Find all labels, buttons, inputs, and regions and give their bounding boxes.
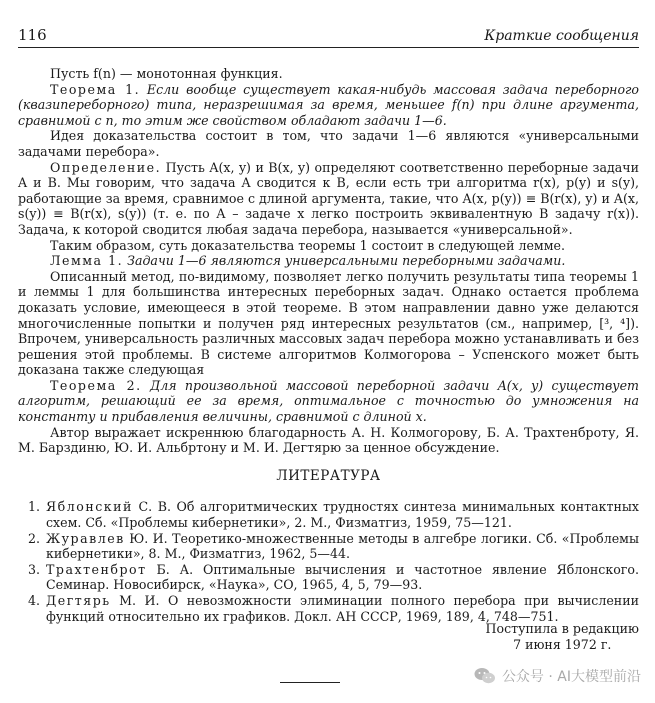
reference-text: Ю. И. Теоретико-множественные методы в алгебре логики. Сб. «Проблемы кибернетики», 8. М., Физматгиз, 1962, 5—44. [46,530,639,562]
reference-author: Трахтенброт [46,561,147,577]
lemma-1 [18,253,639,269]
wechat-icon [474,667,496,685]
article-body [18,66,639,624]
theorem-1-text: Если вообще существует какая-нибудь массовая задача переборного (квазипереборного) типа, неразрешимая за время, меньшее f(n) при длине аргумента, сравнимой с n, то этим же свойством обладают задачи 1—6. [18,81,639,128]
theorem-2-text: Для произвольной массовой переборной задачи A(x, y) существует алгоритм, решающий ее за время, оптимальное с точностью до умножения на константу и прибавления величины, сравнимой с длиной x. [18,377,639,425]
page-number: 116 [18,26,47,44]
page-header [18,26,639,46]
received-date [486,621,640,652]
acknowledgement: Автор выражает искреннюю благодарность А. Н. Колмогорову, Б. А. Трахтенброту, Я. М. Барздиню, Ю. И. Альбртону и М. И. Дегтярю за ценное обсуждение. [18,424,639,456]
reference-author: Журавлев [46,530,125,546]
received-label: Поступила в редакцию [485,621,639,636]
reference-text: Б. А. Оптимальные вычисления и частотное явление Яблонского. Семинар. Новосибирск, «Наука», СО, 1965, 4, 5, 79—93. [46,561,639,593]
paragraph-function: Пусть f(n) — монотонная функция. [50,66,283,81]
reference-text: С. В. Об алгоритмических трудностях синтеза минимальных контактных схем. Сб. «Проблемы кибернетики», 2. М., Физматгиз, 1959, 75—121. [46,499,639,531]
definition-text: Пусть A(x, y) и B(x, y) определяют соответственно переборные задачи A и B. Мы говорим, что задача A сводится к B, если есть три алгоритма r(x), p(y) и s(y), работающие за время, сравнимое с длиной аргумента, такие, что A(x, p(y)) ≡ B(r(x), y) и A(x, s(y)) ≡ B(r(x), s(y)) (т. е. по A – задаче x легко построить эквивалентную B задачу r(x)). Задача, к которой сводится любая задача перебора, называется «универсальной». [18,159,639,237]
theorem-1 [18,82,639,129]
reference-author: Яблонский [46,499,133,515]
theorem-2-label: Теорема 2. [50,377,142,393]
reference-item: 4. Дегтярь М. И. О невозможности элиминации полного перебора при вычислении функций относительно их графиков. Докл. АН СССР, 1969, 189, 4, 748—751. [27,593,639,624]
lemma-1-label: Лемма 1. [50,253,124,269]
literature-title: ЛИТЕРАТУРА [276,467,381,484]
definition-label: Определение. [50,159,162,175]
theorem-1-label: Теорема 1. [50,81,141,97]
reference-author: Дегтярь [46,593,111,608]
reference-item: 1. Яблонский С. В. Об алгоритмических трудностях синтеза минимальных контактных схем. Сб. «Проблемы кибернетики», 2. М., Физматгиз, 1959, 75—121. [27,499,639,531]
received-date-value: 7 июня 1972 г. [513,636,612,652]
running-title: Краткие сообщения [484,28,639,44]
reference-text: М. И. О невозможности элиминации полного перебора при вычислении функций относительно их графиков. Докл. АН СССР, 1969, 189, 4, 748—751. [46,593,639,624]
paragraph-method: Описанный метод, по-видимому, позволяет легко получить результаты типа теоремы 1 и леммы 1 для большинства интересных переборных задач. Однако остается проблема доказать условие, имеющееся в этой теореме. В этом направлении давно уже делаются многочисленные попытки и получен ряд интересных результатов (см., например, [³, ⁴]). Впрочем, универсальность различных массовых задач перебора можно устанавливать и без решения этой проблемы. В системе алгоритмов Колмогорова – Успенского может быть доказана также следующая [18,268,639,378]
paragraph-lemma-intro: Таким образом, суть доказательства теоремы 1 состоит в следующей лемме. [50,237,565,253]
header-rule [18,47,639,48]
end-rule [280,682,340,683]
reference-list [18,499,639,624]
watermark-text: 公众号 · AI大模型前沿 [501,669,641,685]
definition [18,160,639,238]
reference-item: 2. Журавлев Ю. И. Теоретико-множественные методы в алгебре логики. Сб. «Проблемы кибернетики», 8. М., Физматгиз, 1962, 5—44. [27,530,639,562]
reference-item: 3. Трахтенброт Б. А. Оптимальные вычисления и частотное явление Яблонского. Семинар. Новосибирск, «Наука», СО, 1965, 4, 5, 79—93. [27,561,639,593]
lemma-1-text: Задачи 1—6 являются универсальными переборными задачами. [123,253,566,269]
theorem-2 [18,378,639,425]
watermark [474,666,641,686]
paragraph-idea: Идея доказательства состоит в том, что задачи 1—6 являются «универсальными задачами перебора». [18,128,639,159]
